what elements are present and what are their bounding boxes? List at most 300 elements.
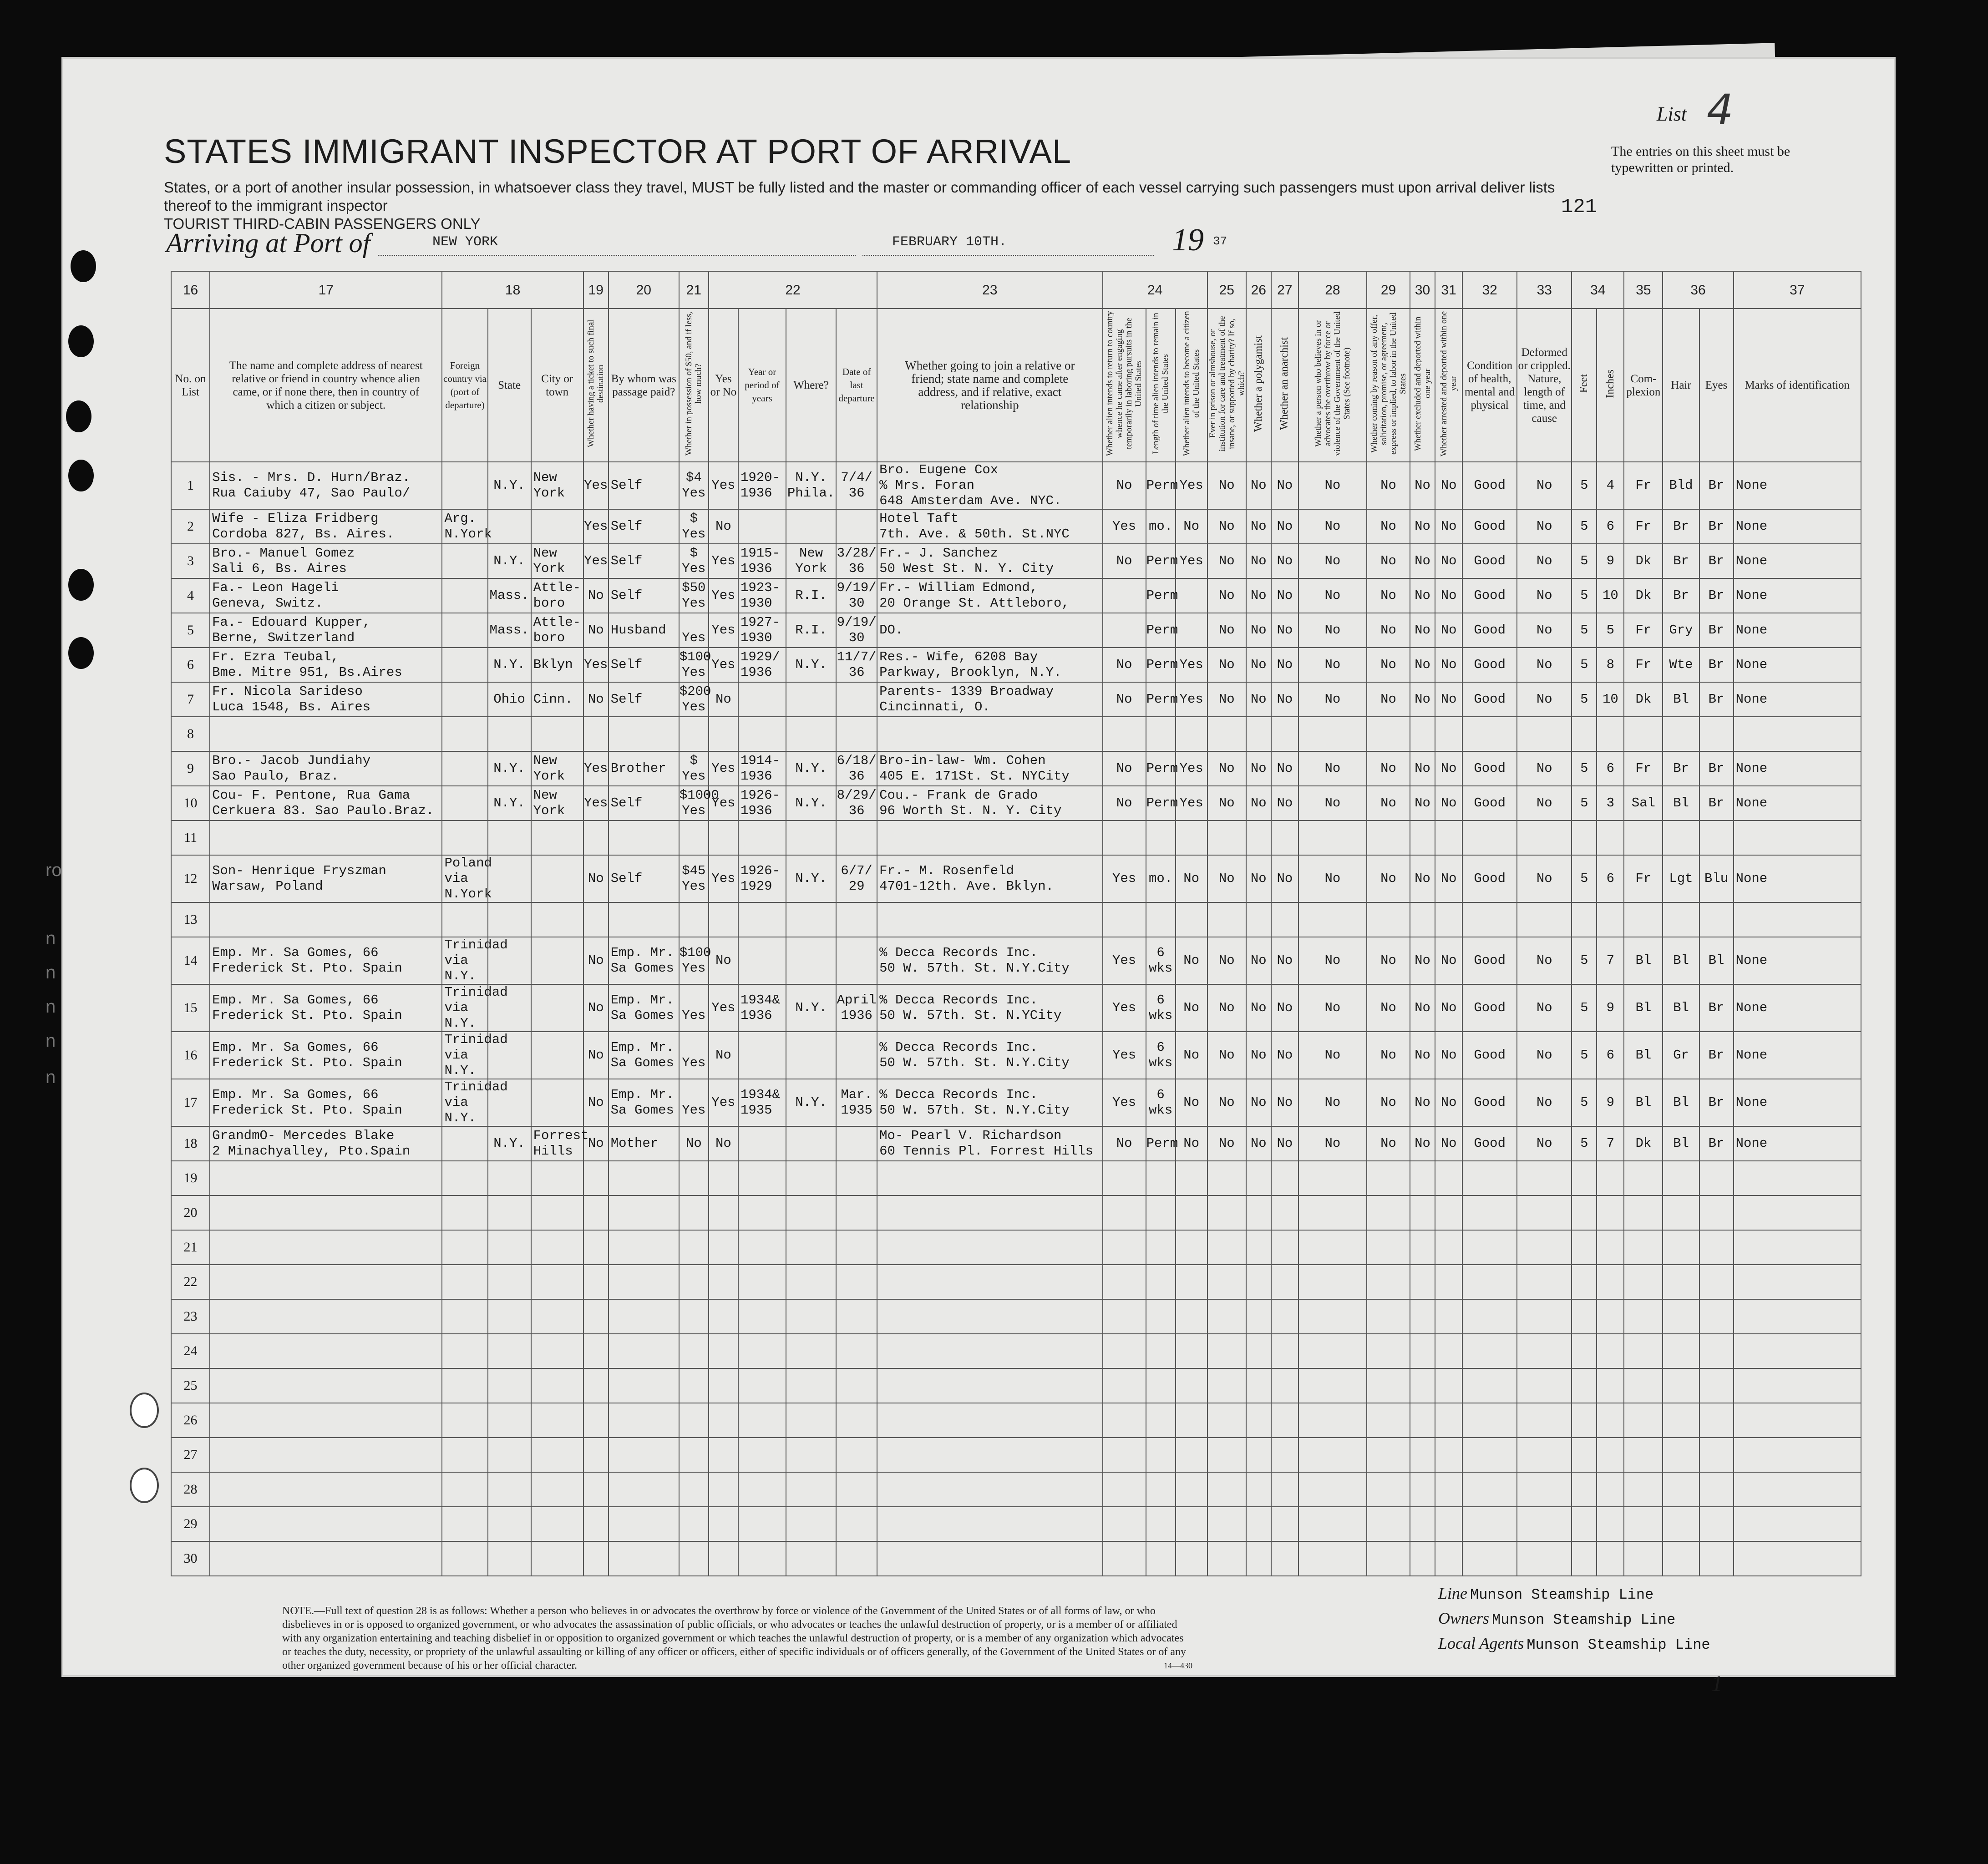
cell-rel: Fa.- Edouard Kupper, Berne, Switzerland [210, 613, 442, 648]
cell-join: Fr.- William Edmond, 20 Orange St. Attleboro, [877, 578, 1102, 613]
cell-pri: No [1207, 984, 1246, 1032]
cell-in [1597, 902, 1624, 937]
cell-yr [738, 1161, 786, 1195]
cell-ovr: No [1298, 648, 1367, 682]
cell-ft [1572, 1334, 1597, 1368]
cell-where [786, 937, 836, 984]
cell-ana: No [1271, 462, 1298, 509]
cell-def [1517, 1507, 1572, 1541]
cell-dep [836, 1299, 877, 1334]
cell-ft [1572, 1265, 1597, 1299]
cell-ft: 5 [1572, 648, 1597, 682]
cell-pri: No [1207, 1032, 1246, 1079]
cell-eyes: Br [1699, 613, 1734, 648]
cell-paid [609, 1541, 679, 1576]
cell-hl [1462, 1541, 1517, 1576]
cell-pol: No [1246, 462, 1271, 509]
cell-join [877, 1438, 1102, 1472]
cell-pri [1207, 1472, 1246, 1507]
col-anarchist: Whether an anarchist [1271, 309, 1298, 462]
cell-len [1146, 1368, 1176, 1403]
cell-cx: Bl [1624, 937, 1663, 984]
cell-cx: Fr [1624, 462, 1663, 509]
cell-tkt [583, 1438, 609, 1472]
cell-by: No [709, 1126, 738, 1161]
col-no-on-list: No. on List [171, 309, 210, 462]
cell-city: Forrest Hills [531, 1126, 583, 1161]
cell-pri: No [1207, 462, 1246, 509]
cell-cit [1176, 613, 1207, 648]
cell-eyes: Br [1699, 984, 1734, 1032]
cell-city [531, 902, 583, 937]
cell-rel: Fa.- Leon Hageli Geneva, Switz. [210, 578, 442, 613]
cell-ovr [1298, 1438, 1367, 1472]
cell-len [1146, 1541, 1176, 1576]
cell-ret [1103, 1403, 1146, 1438]
cell-paid: Self [609, 682, 679, 717]
column-number: 29 [1367, 271, 1410, 309]
cell-dpt [1435, 1541, 1462, 1576]
cell-hair: Br [1663, 751, 1699, 786]
cell-ana [1271, 1541, 1298, 1576]
cell-join: Bro-in-law- Wm. Cohen 405 E. 171St. St. NYCity [877, 751, 1102, 786]
cell-rel [210, 1299, 442, 1334]
cell-yr [738, 821, 786, 855]
cell-cit [1176, 1334, 1207, 1368]
punch-hole [130, 1393, 159, 1428]
cell-cit [1176, 1403, 1207, 1438]
column-header-row [171, 309, 1861, 462]
column-number: 27 [1271, 271, 1298, 309]
cell-cit [1176, 1438, 1207, 1472]
cell-yr [738, 1265, 786, 1299]
cell-hl [1462, 1368, 1517, 1403]
page-number: 121 [1561, 196, 1598, 218]
column-number: 35 [1624, 271, 1663, 309]
cell-rel [210, 1230, 442, 1265]
cell-join: Fr.- M. Rosenfeld 4701-12th. Ave. Bklyn. [877, 855, 1102, 902]
cell-city: New York [531, 786, 583, 821]
cell-ana: No [1271, 786, 1298, 821]
cell-pol [1246, 1368, 1271, 1403]
cell-off: No [1367, 613, 1410, 648]
cell-yr [738, 902, 786, 937]
cell-where [786, 1161, 836, 1195]
cell-eyes [1699, 1438, 1734, 1472]
cell-pri [1207, 1299, 1246, 1334]
cell-ret [1103, 1507, 1146, 1541]
cell-def: No [1517, 682, 1572, 717]
cell-ana [1271, 1161, 1298, 1195]
cell-by [709, 717, 738, 751]
cell-def [1517, 1265, 1572, 1299]
cell-pri [1207, 1403, 1246, 1438]
cell-pri: No [1207, 544, 1246, 578]
cell-cx: Dk [1624, 1126, 1663, 1161]
cell-ovr: No [1298, 937, 1367, 984]
table-row [171, 1472, 1861, 1507]
cell-fc [442, 1230, 487, 1265]
cell-city [531, 1507, 583, 1541]
cell-fc [442, 613, 487, 648]
cell-hair: Wte [1663, 648, 1699, 682]
cell-rel [210, 1161, 442, 1195]
cell-exc: No [1410, 462, 1435, 509]
cell-tkt: Yes [583, 544, 609, 578]
cell-yr [738, 1299, 786, 1334]
cell-len: 6 wks [1146, 1032, 1176, 1079]
cell-paid [609, 1507, 679, 1541]
col-offer: Whether coming by reason of any offer, solicitation, promise, or agreement, express or implied, to labor in the United States [1367, 309, 1410, 462]
punch-hole [68, 637, 94, 669]
cell-yr [738, 1126, 786, 1161]
cell-fc [442, 1265, 487, 1299]
cell-pol [1246, 1403, 1271, 1438]
cell-cx: Dk [1624, 544, 1663, 578]
cell-p50 [679, 1334, 709, 1368]
cell-off: No [1367, 578, 1410, 613]
table-row [171, 821, 1861, 855]
cell-paid: Emp. Mr. Sa Gomes [609, 984, 679, 1032]
row-number: 22 [171, 1265, 210, 1299]
cell-marks: None [1734, 613, 1861, 648]
cell-ovr [1298, 1368, 1367, 1403]
col-complexion: Com-plexion [1624, 309, 1663, 462]
cell-ft [1572, 1299, 1597, 1334]
cell-fc: Arg. N.York [442, 509, 487, 544]
row-number: 25 [171, 1368, 210, 1403]
cell-join: Res.- Wife, 6208 Bay Parkway, Brooklyn, N.Y. [877, 648, 1102, 682]
cell-ana: No [1271, 984, 1298, 1032]
cell-pri [1207, 1438, 1246, 1472]
cell-exc [1410, 717, 1435, 751]
cell-ft: 5 [1572, 1032, 1597, 1079]
table-row [171, 648, 1861, 682]
cell-dpt: No [1435, 509, 1462, 544]
cell-yr [738, 509, 786, 544]
col-feet: Feet [1572, 309, 1597, 462]
cell-ft: 5 [1572, 1079, 1597, 1126]
cell-hair [1663, 1541, 1699, 1576]
cell-len: mo. [1146, 509, 1176, 544]
cell-ret [1103, 1299, 1146, 1334]
col-deformed: Deformed or crippled. Nature, length of time, and cause [1517, 309, 1572, 462]
table-row [171, 751, 1861, 786]
cell-hair [1663, 821, 1699, 855]
cell-pri [1207, 1161, 1246, 1195]
cell-in: 5 [1597, 613, 1624, 648]
cell-marks [1734, 1507, 1861, 1541]
cell-dep [836, 1472, 877, 1507]
cell-def: No [1517, 509, 1572, 544]
cell-dpt: No [1435, 937, 1462, 984]
cell-rel: GrandmO- Mercedes Blake 2 Minachyalley, Pto.Spain [210, 1126, 442, 1161]
cell-def [1517, 1472, 1572, 1507]
cell-off [1367, 1472, 1410, 1507]
col-health: Condition of health, mental and physical [1462, 309, 1517, 462]
cell-where: N.Y. [786, 786, 836, 821]
table-row [171, 1403, 1861, 1438]
cell-pri [1207, 902, 1246, 937]
cell-ft: 5 [1572, 544, 1597, 578]
cell-paid [609, 1161, 679, 1195]
cell-off: No [1367, 984, 1410, 1032]
cell-eyes: Blu [1699, 855, 1734, 902]
cell-yr [738, 1032, 786, 1079]
cell-exc [1410, 1161, 1435, 1195]
cell-exc: No [1410, 509, 1435, 544]
cell-cx [1624, 1403, 1663, 1438]
cell-dpt: No [1435, 544, 1462, 578]
cell-hl [1462, 717, 1517, 751]
cell-pol: No [1246, 1032, 1271, 1079]
cell-hair [1663, 1438, 1699, 1472]
cell-st [488, 509, 531, 544]
row-number: 8 [171, 717, 210, 751]
column-number: 36 [1663, 271, 1733, 309]
cell-hair: Lgt [1663, 855, 1699, 902]
cell-st [488, 1265, 531, 1299]
cell-dpt [1435, 1299, 1462, 1334]
cell-ret [1103, 821, 1146, 855]
cell-dep [836, 1438, 877, 1472]
cell-dep [836, 821, 877, 855]
cell-hair [1663, 1368, 1699, 1403]
entries-note: The entries on this sheet must be typewritten or printed. [1611, 144, 1790, 175]
cell-ana [1271, 717, 1298, 751]
cell-tkt: Yes [583, 786, 609, 821]
cell-len: Perm [1146, 544, 1176, 578]
cell-by: Yes [709, 544, 738, 578]
table-row [171, 717, 1861, 751]
cell-paid [609, 1403, 679, 1438]
cell-off [1367, 1334, 1410, 1368]
cell-pol: No [1246, 855, 1271, 902]
cell-pol: No [1246, 984, 1271, 1032]
cell-fc: Trinidad via N.Y. [442, 937, 487, 984]
cell-ret [1103, 1265, 1146, 1299]
column-number: 31 [1435, 271, 1462, 309]
footnote: NOTE.—Full text of question 28 is as follows: Whether a person who believes in or advocates the overthrow by force or violence of the Government of the United States or of all forms of law, or who disbelieves in or is opposed to organized government, or who advocates the assassination of public officials, or who advocates or teaches the unlawful destruction of property, or is a member of or affiliated with any organization entertaining and teaching disbelief in or opposition to organized government or which teaches the unlawful destruction of property, or is a member of any organization which advocates or teaches the duty, necessity, or propriety of the unlawful assaulting or killing of any officer or officers, either of specific individuals or of officers generally, of the Government of the United States or of any other organized government because of his or her official character. 14—430 [282, 1605, 1192, 1672]
cell-fc [442, 648, 487, 682]
cell-cit [1176, 1265, 1207, 1299]
cell-cit: Yes [1176, 462, 1207, 509]
cell-st [488, 821, 531, 855]
column-number: 24 [1103, 271, 1207, 309]
cell-eyes: Br [1699, 509, 1734, 544]
cell-fc [442, 1195, 487, 1230]
cell-hl: Good [1462, 613, 1517, 648]
cell-marks [1734, 1265, 1861, 1299]
cell-eyes: Br [1699, 544, 1734, 578]
table-row [171, 1438, 1861, 1472]
cell-rel: Bro.- Jacob Jundiahy Sao Paulo, Braz. [210, 751, 442, 786]
cell-ovr: No [1298, 751, 1367, 786]
cell-tkt: No [583, 682, 609, 717]
cell-cit [1176, 1472, 1207, 1507]
row-number: 14 [171, 937, 210, 984]
cell-off [1367, 1507, 1410, 1541]
cell-len [1146, 1230, 1176, 1265]
cell-cit: Yes [1176, 682, 1207, 717]
cell-marks: None [1734, 855, 1861, 902]
cell-def [1517, 1230, 1572, 1265]
cell-by [709, 902, 738, 937]
cell-dep [836, 1368, 877, 1403]
cell-fc [442, 544, 487, 578]
cell-exc: No [1410, 1032, 1435, 1079]
column-number: 16 [171, 271, 210, 309]
table-row [171, 1299, 1861, 1334]
cell-paid [609, 902, 679, 937]
cell-st [488, 1507, 531, 1541]
col-marks: Marks of identification [1734, 309, 1861, 462]
cell-ana [1271, 1265, 1298, 1299]
cell-city: New York [531, 751, 583, 786]
cell-yr: 1929/ 1936 [738, 648, 786, 682]
table-row [171, 544, 1861, 578]
cell-city [531, 1541, 583, 1576]
cell-ft: 5 [1572, 937, 1597, 984]
cell-hl: Good [1462, 578, 1517, 613]
cell-dpt [1435, 821, 1462, 855]
cell-marks [1734, 1334, 1861, 1368]
cell-by [709, 1299, 738, 1334]
cell-st [488, 1195, 531, 1230]
cell-ana: No [1271, 751, 1298, 786]
cell-yr [738, 1507, 786, 1541]
cell-dpt [1435, 1368, 1462, 1403]
col-ticket: Whether having a ticket to such final destination [583, 309, 609, 462]
cell-yr [738, 717, 786, 751]
cell-exc [1410, 1230, 1435, 1265]
col-where: Where? [786, 309, 836, 462]
cell-pol: No [1246, 544, 1271, 578]
cell-ret: No [1103, 786, 1146, 821]
row-number: 11 [171, 821, 210, 855]
column-number: 34 [1572, 271, 1624, 309]
cell-in [1597, 821, 1624, 855]
cell-cx [1624, 902, 1663, 937]
cell-cx: Sal [1624, 786, 1663, 821]
cell-ana: No [1271, 509, 1298, 544]
cell-exc: No [1410, 613, 1435, 648]
cell-dep: 9/19/ 30 [836, 613, 877, 648]
cell-join: % Decca Records Inc. 50 W. 57th. St. N.YCity [877, 984, 1102, 1032]
cell-yr: 1934& 1935 [738, 1079, 786, 1126]
cell-by: Yes [709, 1079, 738, 1126]
column-number: 17 [210, 271, 442, 309]
cell-pol [1246, 1265, 1271, 1299]
cell-p50 [679, 902, 709, 937]
cell-dep [836, 1265, 877, 1299]
cell-yr [738, 1472, 786, 1507]
cell-hair: Br [1663, 509, 1699, 544]
cell-marks: None [1734, 1126, 1861, 1161]
cell-cx [1624, 1195, 1663, 1230]
cell-in: 10 [1597, 682, 1624, 717]
cell-off [1367, 1403, 1410, 1438]
column-number: 22 [709, 271, 877, 309]
cell-p50 [679, 821, 709, 855]
cell-cit [1176, 902, 1207, 937]
page-mark: 1 [1711, 1671, 1723, 1696]
cell-cx: Dk [1624, 682, 1663, 717]
cell-by [709, 1195, 738, 1230]
cell-dep: 6/18/ 36 [836, 751, 877, 786]
cell-cx [1624, 1334, 1663, 1368]
cell-where [786, 1299, 836, 1334]
cell-city [531, 1403, 583, 1438]
cell-st [488, 1438, 531, 1472]
cell-in [1597, 1403, 1624, 1438]
cell-rel: Cou- F. Pentone, Rua Gama Cerkuera 83. Sao Paulo.Braz. [210, 786, 442, 821]
col-deported: Whether arrested and deported within one year [1435, 309, 1462, 462]
cell-off [1367, 717, 1410, 751]
cell-pri: No [1207, 751, 1246, 786]
cell-rel: Emp. Mr. Sa Gomes, 66 Frederick St. Pto. Spain [210, 1079, 442, 1126]
cell-p50 [679, 1161, 709, 1195]
cell-p50: $50 Yes [679, 578, 709, 613]
cell-dep [836, 1507, 877, 1541]
cell-tkt [583, 1368, 609, 1403]
cell-cit [1176, 578, 1207, 613]
cell-exc [1410, 1403, 1435, 1438]
cell-fc [442, 1368, 487, 1403]
cell-eyes: Br [1699, 786, 1734, 821]
cell-off [1367, 1438, 1410, 1472]
cell-dep: April 1936 [836, 984, 877, 1032]
cell-fc [442, 1541, 487, 1576]
cell-cit [1176, 1299, 1207, 1334]
cell-in: 6 [1597, 751, 1624, 786]
cell-exc: No [1410, 1079, 1435, 1126]
row-number: 29 [171, 1507, 210, 1541]
cell-by: Yes [709, 855, 738, 902]
cell-hl: Good [1462, 937, 1517, 984]
cell-marks: None [1734, 462, 1861, 509]
cell-tkt [583, 902, 609, 937]
cell-city: Attle- boro [531, 613, 583, 648]
col-yes-no: Yes or No [709, 309, 738, 462]
cell-p50: $ Yes [679, 751, 709, 786]
cell-by: Yes [709, 751, 738, 786]
cell-dep [836, 902, 877, 937]
cell-yr [738, 1438, 786, 1472]
cell-st [488, 1368, 531, 1403]
cell-dpt [1435, 1438, 1462, 1472]
cell-hair [1663, 1265, 1699, 1299]
cell-tkt: No [583, 578, 609, 613]
cell-fc: Poland via N.York [442, 855, 487, 902]
cell-where: N.Y. [786, 855, 836, 902]
col-polygamist: Whether a polygamist [1246, 309, 1271, 462]
table-row [171, 509, 1861, 544]
cell-dep [836, 1161, 877, 1195]
cell-hair [1663, 902, 1699, 937]
row-number: 21 [171, 1230, 210, 1265]
cell-exc [1410, 902, 1435, 937]
cell-off: No [1367, 937, 1410, 984]
cell-in [1597, 1507, 1624, 1541]
cell-exc [1410, 821, 1435, 855]
cell-paid: Brother [609, 751, 679, 786]
cell-st [488, 1472, 531, 1507]
cell-city [531, 1368, 583, 1403]
cell-hl [1462, 1265, 1517, 1299]
cell-st: Ohio [488, 682, 531, 717]
cell-pol: No [1246, 1126, 1271, 1161]
